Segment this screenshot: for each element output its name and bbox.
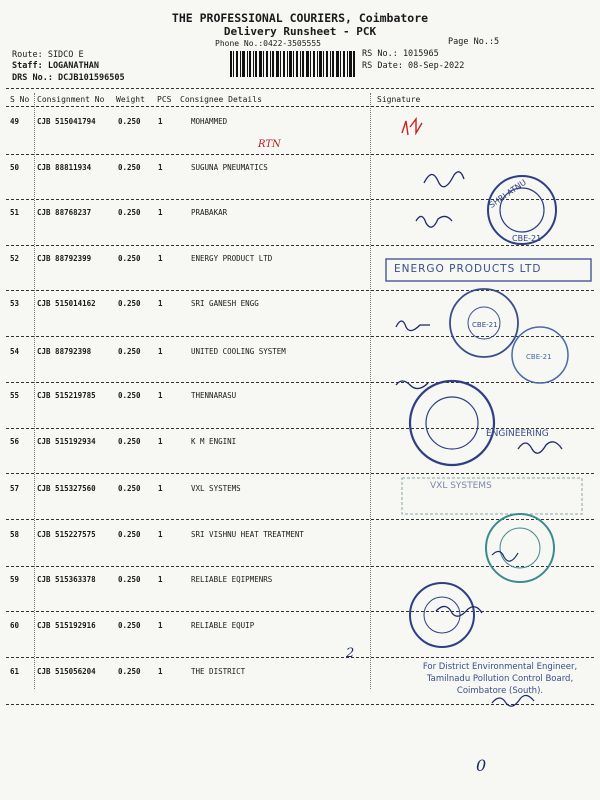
row-consignment: CJB 515192934: [37, 437, 96, 446]
row-sno: 58: [10, 530, 20, 539]
row-consignment: CJB 515041794: [37, 117, 96, 126]
bracket-count: 2: [346, 646, 355, 661]
row-weight: 0.250: [118, 530, 141, 539]
row-pcs: 1: [158, 299, 163, 308]
row-consignee: ENERGY PRODUCT LTD: [191, 254, 273, 263]
row-consignee: PRABAKAR: [191, 208, 228, 217]
row-sno: 60: [10, 621, 20, 630]
row-consignment: CJB 88792398: [37, 347, 92, 356]
phone-number: Phone No.:0422-3505555: [215, 39, 321, 48]
row-sno: 56: [10, 437, 20, 446]
page-mark: 0: [476, 756, 487, 775]
row-consignment: CJB 515327560: [37, 484, 96, 493]
row-consignee: SUGUNA PNEUMATICS: [191, 163, 268, 172]
page-number: Page No.:5: [448, 37, 500, 47]
footer-stamp: [405, 661, 595, 697]
document-title: Delivery Runsheet - PCK: [223, 25, 377, 38]
rtn-note: RTN: [258, 139, 281, 150]
row-weight: 0.250: [118, 484, 141, 493]
row-consignment: CJB 515363378: [37, 575, 96, 584]
row-consignment: CJB 88811934: [37, 163, 92, 172]
row-weight: 0.250: [118, 437, 141, 446]
company-title: THE PROFESSIONAL COURIERS, Coimbatore: [171, 11, 429, 25]
row-pcs: 1: [158, 391, 163, 400]
row-weight: 0.250: [118, 163, 141, 172]
row-weight: 0.250: [118, 208, 141, 217]
energo-stamp: ENERGO PRODUCTS LTD: [394, 263, 542, 275]
col-sno: S No: [10, 95, 30, 104]
row-pcs: 1: [158, 530, 163, 539]
engineering-stamp: ENGINEERING: [486, 429, 549, 439]
col-signature: Signature: [377, 95, 421, 104]
row-consignee: VXL SYSTEMS: [191, 484, 241, 493]
row-pcs: 1: [158, 621, 163, 630]
row-consignee: K M ENGINI: [191, 437, 237, 446]
row-sno: 51: [10, 208, 20, 217]
row-consignment: CJB 515192916: [37, 621, 96, 630]
rs-date: RS Date: 08-Sep-2022: [362, 61, 465, 71]
footer-stamp-line: Tamilnadu Pollution Control Board,: [426, 674, 574, 684]
row-pcs: 1: [158, 575, 163, 584]
row-pcs: 1: [158, 484, 163, 493]
row-consignee: SRI GANESH ENGG: [191, 299, 259, 308]
vxl-stamp: VXL SYSTEMS: [430, 481, 492, 491]
svg-text:CBE-21: CBE-21: [472, 321, 498, 329]
col-consignment: Consignment No: [37, 95, 105, 104]
svg-text:CBE-21: CBE-21: [512, 234, 542, 243]
row-pcs: 1: [158, 347, 163, 356]
row-weight: 0.250: [118, 575, 141, 584]
row-sno: 59: [10, 575, 20, 584]
row-pcs: 1: [158, 163, 163, 172]
row-consignment: CJB 515219785: [37, 391, 96, 400]
row-pcs: 1: [158, 437, 163, 446]
row-sno: 55: [10, 391, 20, 400]
row-weight: 0.250: [118, 117, 141, 126]
row-weight: 0.250: [118, 621, 141, 630]
row-consignee: THE DISTRICT: [191, 667, 246, 676]
col-pcs: PCS: [157, 95, 172, 104]
footer-stamp-line: Coimbatore (South).: [456, 686, 544, 696]
row-consignment: CJB 88768237: [37, 208, 92, 217]
rs-number: RS No.: 1015965: [362, 49, 439, 59]
row-consignee: UNITED COOLING SYSTEM: [191, 347, 286, 356]
row-weight: 0.250: [118, 667, 141, 676]
row-sno: 49: [10, 117, 20, 126]
col-weight: Weight: [116, 95, 145, 104]
footer-stamp-line: For District Environmental Engineer,: [422, 662, 578, 672]
row-weight: 0.250: [118, 391, 141, 400]
row-consignee: RELIABLE EQUIP: [191, 621, 255, 630]
row-consignee: SRI VISHNU HEAT TREATMENT: [191, 530, 304, 539]
row-consignment: CJB 88792399: [37, 254, 92, 263]
row-consignment: CJB 515056204: [37, 667, 96, 676]
svg-text:CBE-21: CBE-21: [526, 353, 552, 361]
row-consignee: MOHAMMED: [191, 117, 228, 126]
staff-label: Staff: LOGANATHAN: [12, 61, 99, 71]
row-pcs: 1: [158, 254, 163, 263]
header-divider-top: [6, 88, 594, 89]
row-pcs: 1: [158, 208, 163, 217]
row-consignment: CJB 515227575: [37, 530, 96, 539]
row-sno: 52: [10, 254, 20, 263]
row-weight: 0.250: [118, 347, 141, 356]
row-sno: 61: [10, 667, 20, 676]
row-consignment: CJB 515014162: [37, 299, 96, 308]
row-sno: 53: [10, 299, 20, 308]
row-pcs: 1: [158, 667, 163, 676]
row-sno: 57: [10, 484, 20, 493]
route-label: Route: SIDCO E: [12, 50, 84, 60]
row-sno: 50: [10, 163, 20, 172]
row-weight: 0.250: [118, 299, 141, 308]
row-pcs: 1: [158, 117, 163, 126]
drs-number: DRS No.: DCJB101596505: [12, 73, 125, 83]
row-weight: 0.250: [118, 254, 141, 263]
row-consignee: RELIABLE EQIPMENRS: [191, 575, 273, 584]
signature-area: [372, 93, 597, 713]
row-consignee: THENNARASU: [191, 391, 237, 400]
svg-text:SHRI ATNU: SHRI ATNU: [487, 177, 528, 210]
col-consignee: Consignee Details: [180, 95, 262, 104]
row-sno: 54: [10, 347, 20, 356]
barcode: [230, 51, 355, 77]
